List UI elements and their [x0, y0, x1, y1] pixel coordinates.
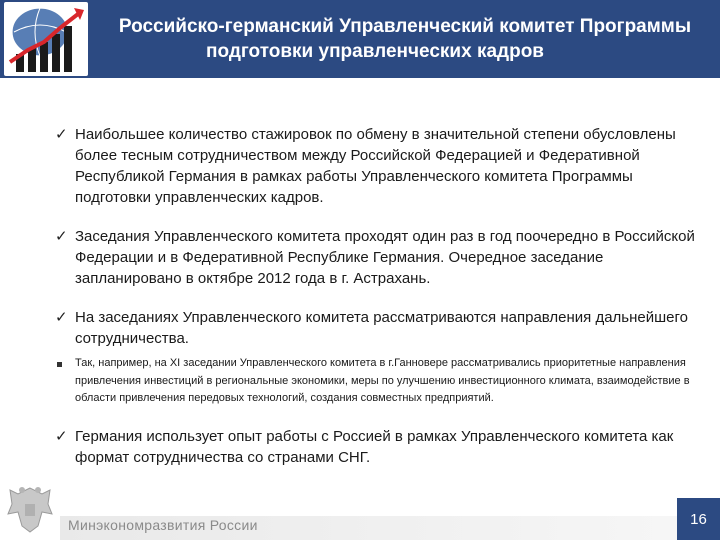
- check-icon: ✓: [55, 126, 68, 143]
- list-item: [55, 307, 695, 349]
- growth-chart-globe-icon: [4, 2, 88, 76]
- title-line-1: Российско-германский Управленческий комитет Программы: [118, 16, 692, 37]
- list-item-text: Германия использует опыт работы с Россией в рамках Управленческого комитета как формат сотрудничества со странами СНГ.: [75, 427, 674, 466]
- list-item-text: На заседаниях Управленческого комитета рассматриваются направления дальнейшего сотрудничества.: [75, 309, 688, 347]
- list-item: [55, 355, 695, 408]
- list-item-text: Заседания Управленческого комитета проходят один раз в год поочередно в Российской Федерации и в Федеративной Республике Германия. Очередное заседание запланировано в октябре 2012 года в г. Астрахань.: [75, 228, 695, 287]
- list-item-text: Наибольшее количество стажировок по обмену в значительной степени обусловлены более тесным сотрудничеством между Российской Федерацией и Федеративной Республикой Германия в рамках работы Управленческого комитета Программы подготовки управленческих кадров.: [75, 126, 676, 206]
- check-icon: ✓: [55, 427, 68, 445]
- page-title: [96, 14, 714, 64]
- bullet-list: [55, 124, 695, 468]
- list-item: [55, 426, 695, 468]
- check-icon: ✓: [55, 228, 68, 245]
- list-item: [55, 124, 695, 208]
- title-line-2: подготовки управленческих кадров: [206, 41, 544, 62]
- list-item-text: Так, например, на XI заседании Управленческого комитета в г.Ганновере рассматривались приоритетные направления привлечения инвестиций в региональные экономики, меры по улучшению инвестиционного климата, взаимодействие в области привлечения передовых технологий, создания совместных предприятий.: [75, 357, 690, 404]
- ministry-label: Минэкономразвития России: [68, 517, 258, 533]
- list-item: [55, 226, 695, 289]
- square-bullet-icon: [57, 362, 62, 367]
- check-icon: ✓: [55, 309, 68, 326]
- coat-of-arms-icon: [0, 480, 60, 540]
- header-bar: [0, 0, 720, 78]
- page-number: 16: [677, 498, 720, 540]
